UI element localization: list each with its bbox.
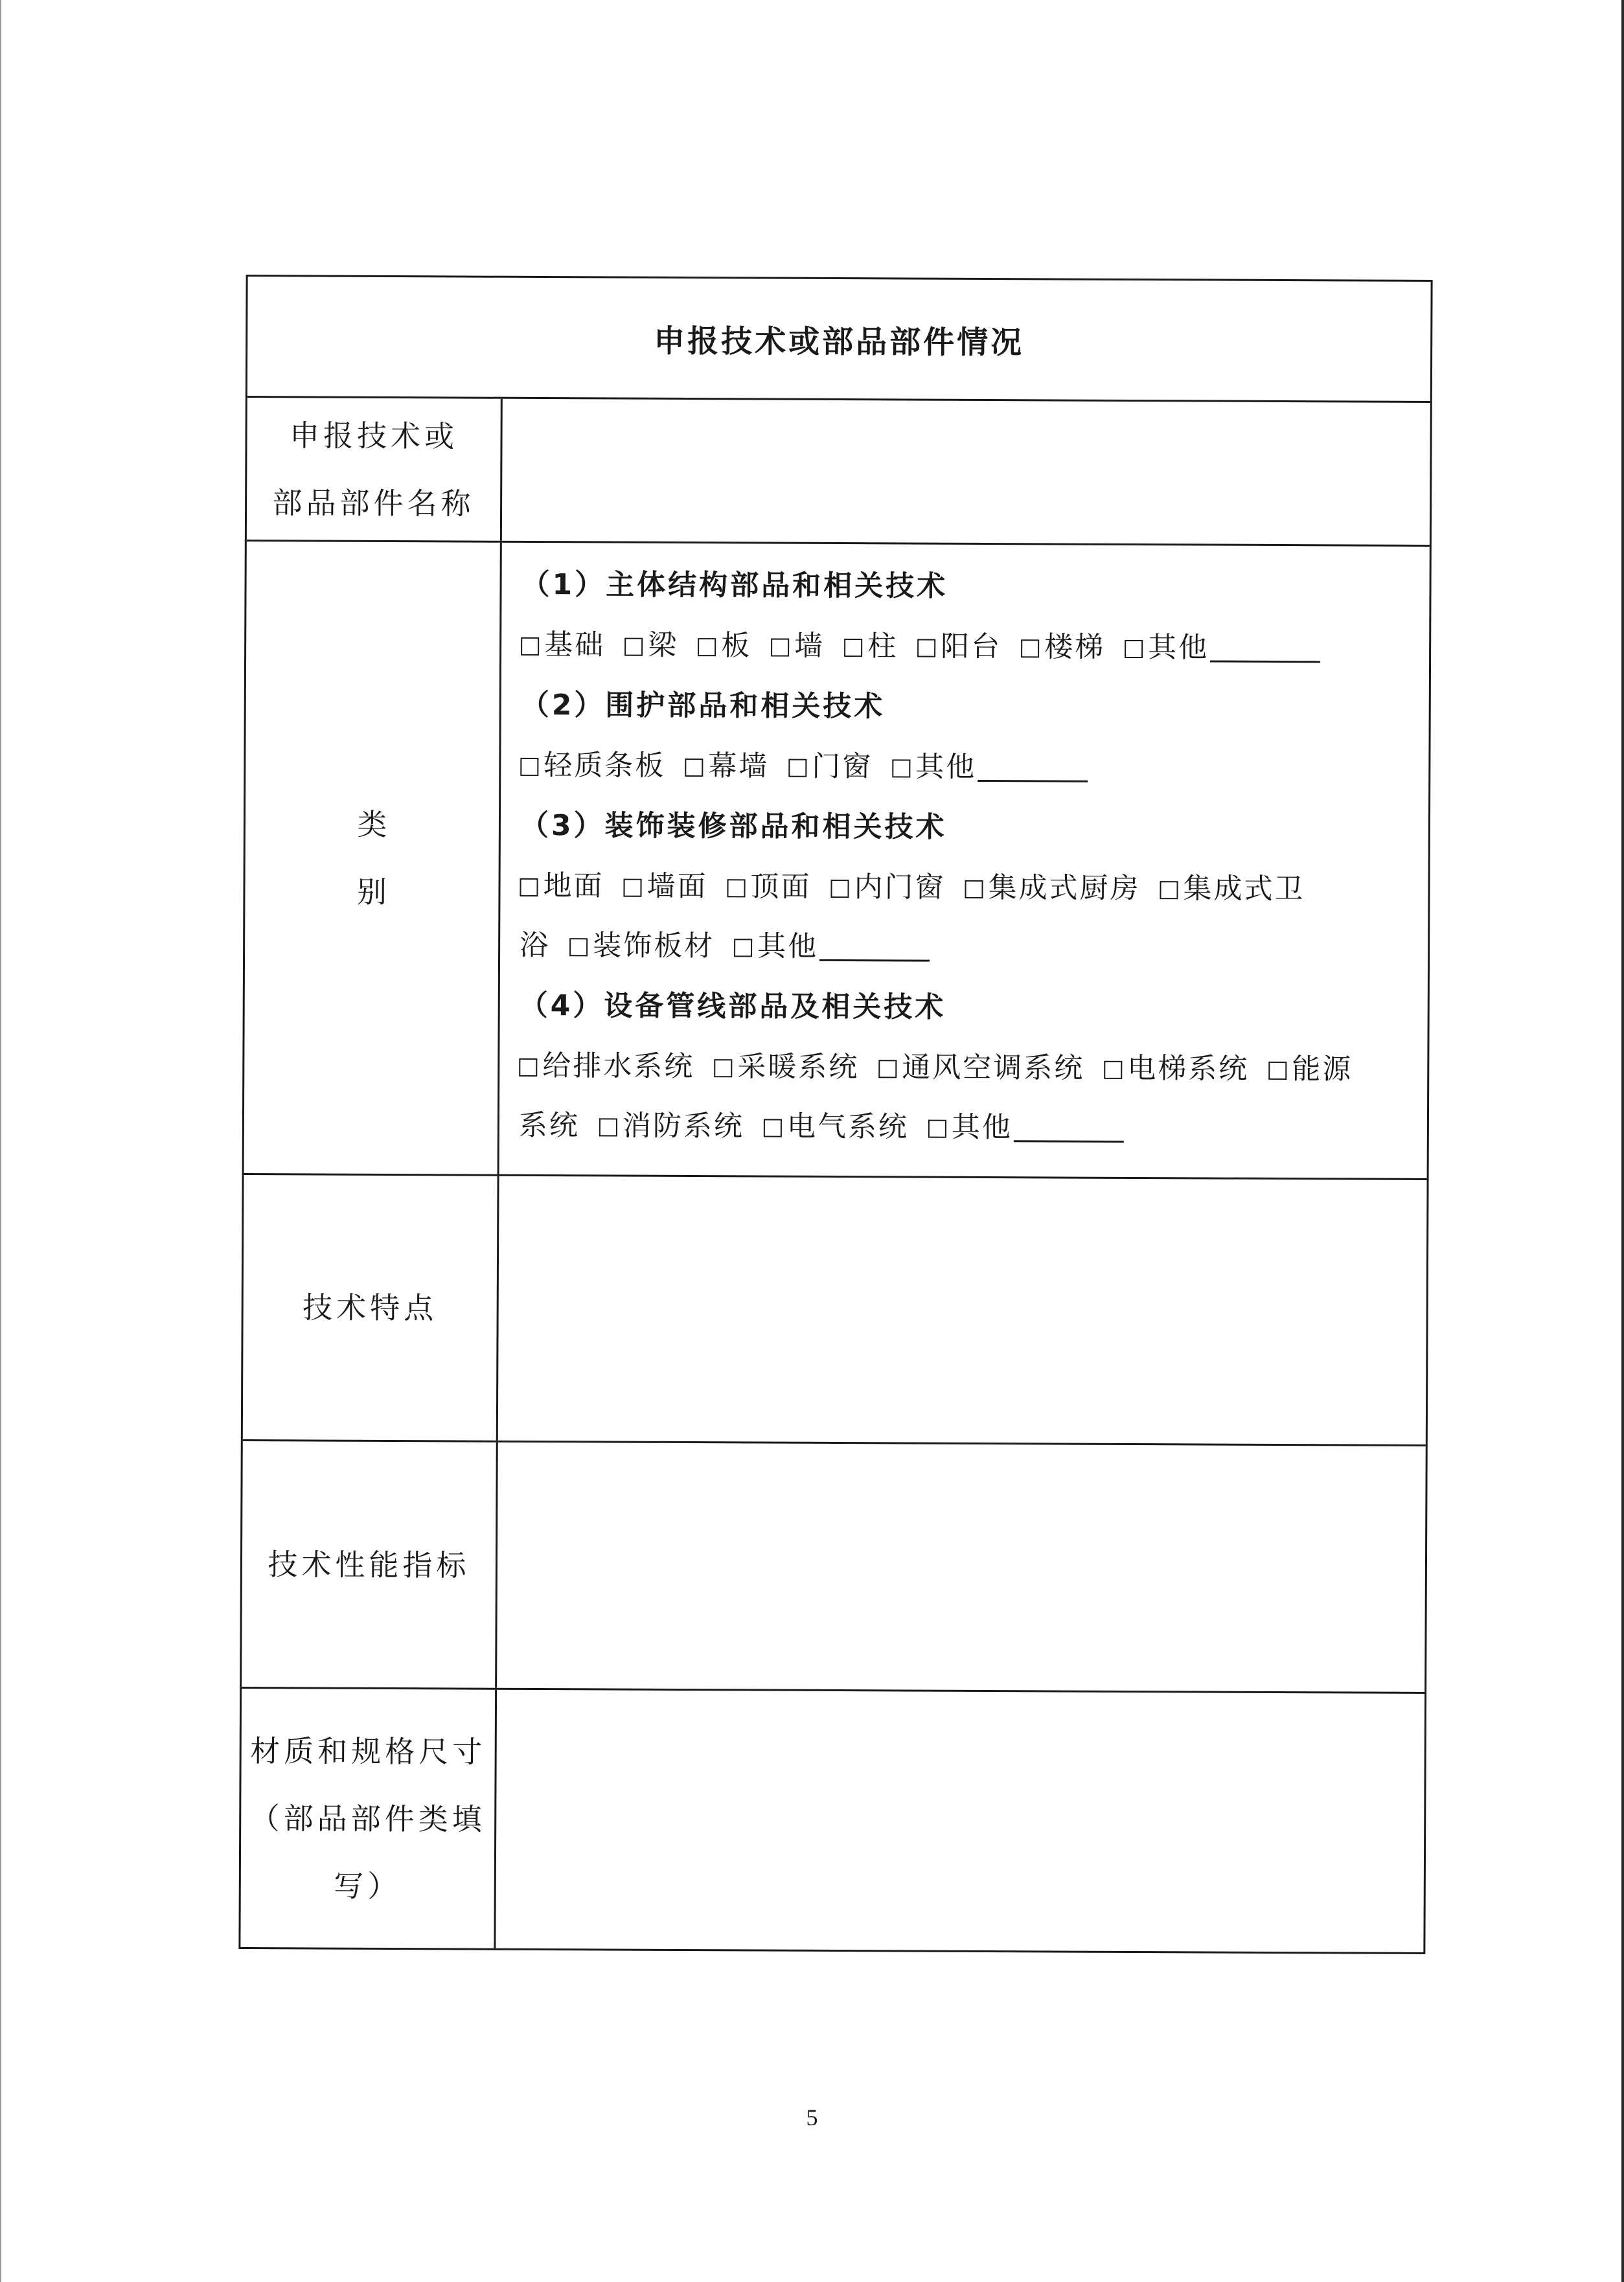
other-4-blank[interactable] [1014,1119,1124,1143]
material-label-line-2: （部品部件类填 [249,1800,486,1837]
category-heading-1: （1）主体结构部品和相关技术 [521,567,948,603]
category-4-options-line-1 [519,1036,1410,1100]
option-slab[interactable]: 板 [698,616,751,676]
option-hvac-system[interactable]: 通风空调系统 [878,1038,1084,1098]
checkbox-icon[interactable] [830,880,849,898]
option-other-1[interactable]: 其他 [1125,618,1320,678]
name-label-line-1: 申报技术或 [289,417,459,453]
material-row [240,1687,1424,1952]
checkbox-icon[interactable] [685,759,703,777]
option-interior-doors[interactable]: 内门窗 [830,858,945,918]
name-label-line-2: 部品部件名称 [272,485,475,521]
option-electrical-system[interactable]: 电气系统 [764,1097,909,1158]
category-options-area [499,543,1430,1178]
checkbox-icon[interactable] [1268,1062,1287,1080]
checkbox-icon[interactable] [1125,640,1143,658]
category-heading-3: （3）装饰装修部品和相关技术 [520,808,947,844]
option-water-system[interactable]: 给排水系统 [519,1036,694,1097]
table-title-row [247,277,1431,401]
name-input-area[interactable] [502,399,1430,545]
category-row [244,540,1430,1178]
option-other-2[interactable]: 其他 [892,737,1088,797]
category-heading-2: （2）围护部品和相关技术 [520,688,886,724]
checkbox-icon[interactable] [878,1060,897,1078]
page-number: 5 [806,2105,818,2130]
option-heating-system[interactable]: 采暖系统 [714,1037,859,1097]
other-1-blank[interactable] [1210,640,1320,663]
material-label-line-1: 材质和规格尺寸 [250,1733,486,1770]
checkbox-icon[interactable] [788,759,806,777]
option-light-panel[interactable]: 轻质条板 [520,736,665,796]
table-title: 申报技术或部品部件情况 [654,323,1025,361]
material-input-area[interactable] [496,1690,1424,1952]
option-stairs[interactable]: 楼梯 [1021,617,1105,678]
features-input-area[interactable] [498,1176,1427,1444]
option-beam[interactable]: 梁 [624,616,678,676]
category-4-options-line-2 [519,1096,1410,1159]
checkbox-icon[interactable] [764,1119,782,1137]
other-2-blank[interactable] [978,759,1088,782]
features-row [243,1173,1427,1444]
checkbox-icon[interactable] [917,639,935,657]
name-label [247,398,503,541]
option-decor-board[interactable]: 装饰板材 [569,916,715,976]
checkbox-icon[interactable] [599,1118,617,1136]
checkbox-icon[interactable] [844,639,862,657]
option-elevator-system[interactable]: 电梯系统 [1104,1039,1249,1099]
performance-row [242,1439,1426,1692]
checkbox-icon[interactable] [569,938,588,956]
category-heading-4: （4）设备管线部品及相关技术 [519,988,946,1024]
checkbox-icon[interactable] [698,638,716,656]
category-2-options [520,736,1412,799]
option-fire-system[interactable]: 消防系统 [599,1096,744,1156]
option-curtain-wall[interactable]: 幕墙 [685,736,769,797]
other-3-blank[interactable] [819,939,930,962]
checkbox-icon[interactable] [1160,881,1178,899]
checkbox-icon[interactable] [734,939,752,957]
material-label-line-3: 写） [334,1868,402,1904]
option-integrated-bathroom-wrap: 浴 [520,928,551,963]
option-foundation[interactable]: 基础 [521,615,605,676]
checkbox-icon[interactable] [727,879,745,897]
option-balcony[interactable]: 阳台 [917,617,1001,678]
checkbox-icon[interactable] [520,878,538,896]
option-integrated-kitchen[interactable]: 集成式厨房 [965,858,1140,919]
option-doors-windows[interactable]: 门窗 [788,737,873,797]
option-wall-surface[interactable]: 墙面 [623,857,707,917]
option-other-3[interactable]: 其他 [734,917,930,977]
checkbox-icon[interactable] [1104,1061,1122,1079]
option-ceiling[interactable]: 顶面 [727,857,811,917]
scan-edge-left [0,0,1,2282]
checkbox-icon[interactable] [965,880,983,898]
option-column[interactable]: 柱 [844,617,898,676]
checkbox-icon[interactable] [771,639,789,657]
category-label-text: 类别 [356,806,465,909]
checkbox-icon[interactable] [928,1120,946,1138]
checkbox-icon[interactable] [892,759,910,777]
application-form-table [238,275,1432,1954]
category-1-options [521,615,1412,679]
option-energy-system[interactable]: 能源 [1268,1040,1353,1100]
name-row [247,396,1430,545]
checkbox-icon[interactable] [623,879,641,897]
option-floor[interactable]: 地面 [520,856,604,917]
checkbox-icon[interactable] [520,758,538,776]
checkbox-icon[interactable] [521,637,539,656]
category-label [244,542,502,1174]
features-label: 技术特点 [243,1175,499,1441]
option-wall[interactable]: 墙 [771,617,825,676]
category-3-options-line-2 [520,916,1411,979]
checkbox-icon[interactable] [714,1059,732,1077]
scan-edge-right [1621,0,1624,2282]
checkbox-icon[interactable] [1021,639,1039,657]
option-integrated-bathroom[interactable]: 集成式卫 [1160,859,1305,919]
performance-label: 技术性能指标 [242,1441,498,1688]
option-energy-system-wrap: 系统 [518,1108,580,1143]
option-other-4[interactable]: 其他 [928,1098,1124,1158]
performance-input-area[interactable] [497,1443,1426,1692]
checkbox-icon[interactable] [519,1058,537,1077]
checkbox-icon[interactable] [624,638,643,656]
category-3-options-line-1 [520,856,1411,920]
material-label [240,1689,497,1948]
